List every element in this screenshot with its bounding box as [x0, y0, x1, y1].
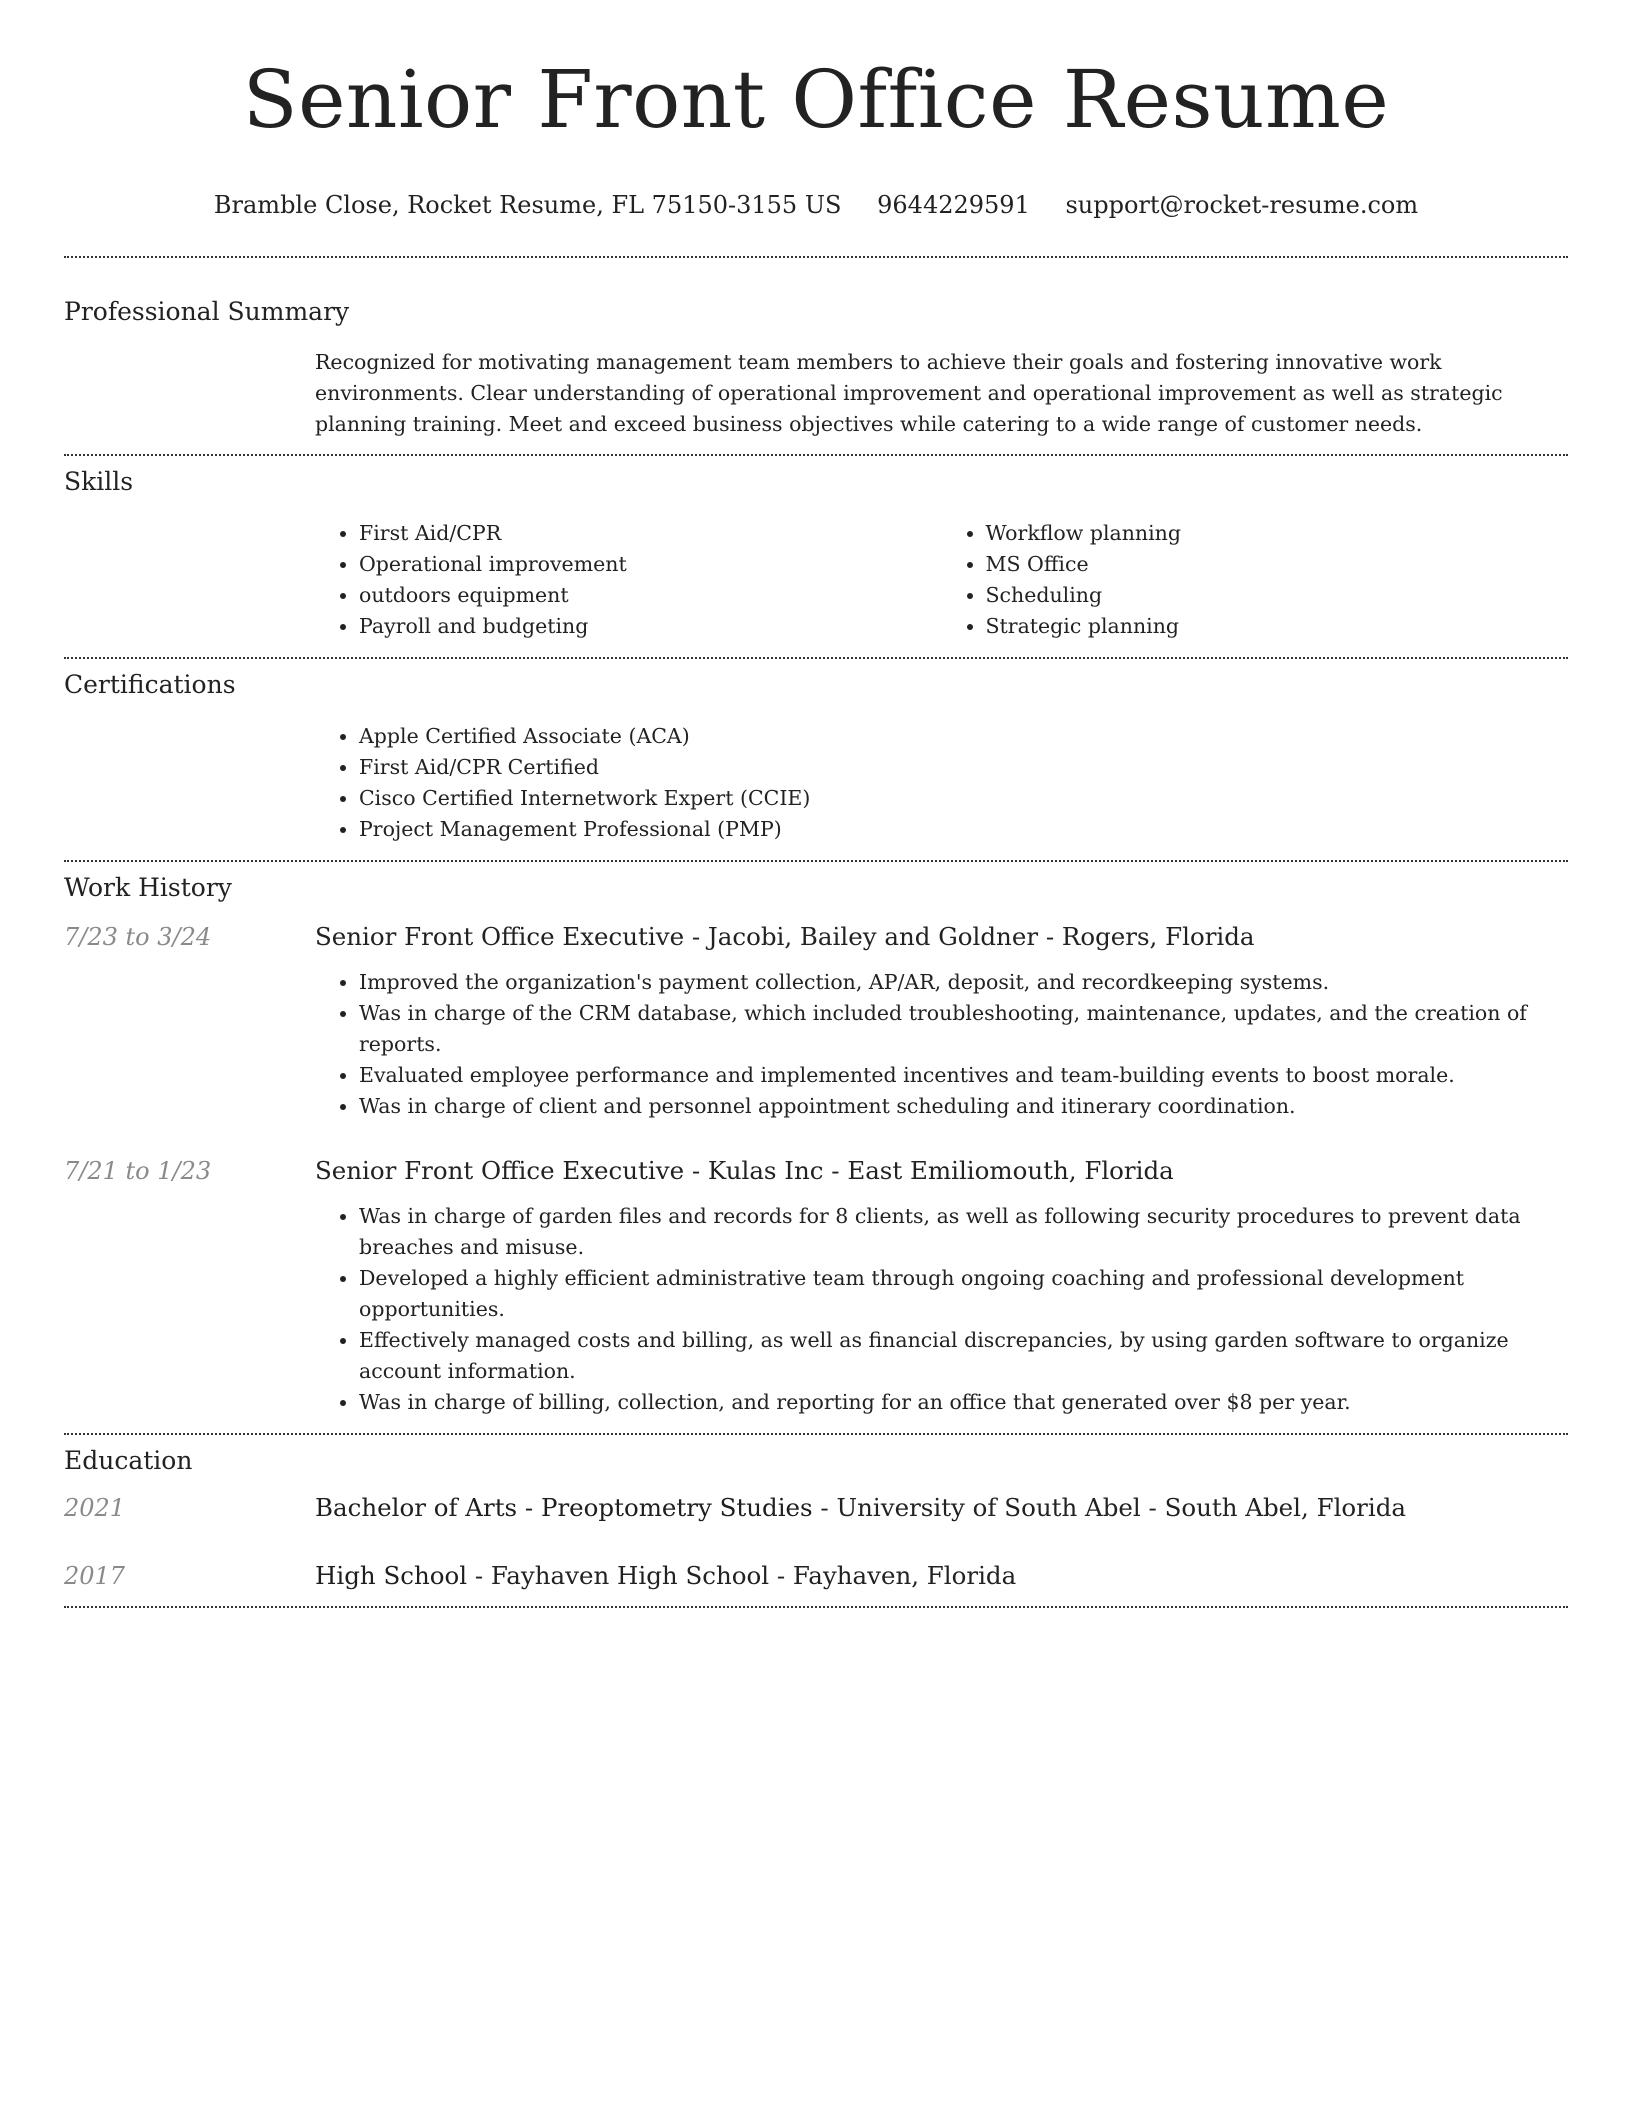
- summary-text: Recognized for motivating management team members to achieve their goals and fostering innovative work environments. Clear understanding of operational improvement and operational improvement as well as strategic planning training. Meet and exceed business objectives while catering to a wide range of customer needs.: [315, 350, 1503, 436]
- job-bullet: • Was in charge of client and personnel appointment scheduling and itinerary coordination.: [359, 1091, 1568, 1122]
- skill-item: • Payroll and budgeting: [359, 611, 942, 642]
- work-history-heading: Work History: [64, 873, 232, 902]
- certifications-block: [315, 721, 1568, 845]
- skill-item: • Strategic planning: [986, 611, 1569, 642]
- job-title: Senior Front Office Executive - Jacobi, Bailey and Goldner - Rogers, Florida: [315, 922, 1255, 951]
- resume-title: Senior Front Office Resume: [242, 53, 1390, 146]
- section-divider: [64, 1606, 1568, 1608]
- contact-line: [64, 190, 1568, 220]
- education-entry: [64, 1491, 1568, 1525]
- job-bullet: • Effectively managed costs and billing, as well as financial discrepancies, by using garden software to organize account information.: [359, 1325, 1568, 1387]
- education-degree: Bachelor of Arts - Preoptometry Studies: [315, 1493, 813, 1522]
- education-school: - University of South Abel - South Abel, Florida: [812, 1493, 1407, 1522]
- job-bullet: • Developed a highly efficient administrative team through ongoing coaching and professional development opportunities.: [359, 1263, 1568, 1325]
- section-divider: [64, 860, 1568, 862]
- certification-item: • Project Management Professional (PMP): [359, 814, 1568, 845]
- education-details: [315, 1491, 1568, 1525]
- skill-item: • First Aid/CPR: [359, 518, 942, 549]
- contact-address: Bramble Close, Rocket Resume, FL 75150-3155 US: [213, 191, 842, 219]
- job-bullet: • Was in charge of garden files and records for 8 clients, as well as following security procedures to prevent data breaches and misuse.: [359, 1201, 1568, 1263]
- job-dates: 7/21 to 1/23: [64, 1157, 212, 1185]
- section-divider: [64, 454, 1568, 456]
- skills-list-left: [315, 518, 942, 642]
- job-bullet: • Evaluated employee performance and implemented incentives and team-building events to boost morale.: [359, 1060, 1568, 1091]
- contact-email: support@rocket-resume.com: [1065, 191, 1419, 219]
- skill-item: • MS Office: [986, 549, 1569, 580]
- summary-heading: Professional Summary: [64, 297, 350, 326]
- job-dates: 7/23 to 3/24: [64, 923, 212, 951]
- section-divider: [64, 256, 1568, 258]
- skill-item: • Scheduling: [986, 580, 1569, 611]
- job-bullet: • Was in charge of the CRM database, which included troubleshooting, maintenance, updates, and the creation of reports.: [359, 998, 1568, 1060]
- section-divider: [64, 1433, 1568, 1435]
- education-details: [315, 1559, 1568, 1593]
- job-bullet: • Was in charge of billing, collection, and reporting for an office that generated over $8 per year.: [359, 1387, 1568, 1418]
- job-title: Senior Front Office Executive - Kulas Inc - East Emiliomouth, Florida: [315, 1156, 1174, 1185]
- job-entry: [64, 1154, 1568, 1418]
- job-bullets: [315, 1201, 1568, 1418]
- skill-item: • outdoors equipment: [359, 580, 942, 611]
- education-year: 2021: [64, 1494, 126, 1522]
- certification-item: • Apple Certified Associate (ACA): [359, 721, 1568, 752]
- certifications-heading: Certifications: [64, 670, 236, 699]
- education-year: 2017: [64, 1562, 126, 1590]
- section-divider: [64, 657, 1568, 659]
- contact-phone: 9644229591: [877, 191, 1030, 219]
- job-body: [315, 920, 1568, 1122]
- education-degree: High School: [315, 1561, 468, 1590]
- education-entry: [64, 1559, 1568, 1593]
- job-entry: [64, 920, 1568, 1122]
- skill-item: • Operational improvement: [359, 549, 942, 580]
- certifications-list: [315, 721, 1568, 845]
- skills-list-right: [942, 518, 1569, 642]
- education-heading: Education: [64, 1446, 193, 1475]
- education-school: - Fayhaven High School - Fayhaven, Florida: [467, 1561, 1017, 1590]
- job-body: [315, 1154, 1568, 1418]
- skill-item: • Workflow planning: [986, 518, 1569, 549]
- skills-heading: Skills: [64, 467, 134, 496]
- certification-item: • First Aid/CPR Certified: [359, 752, 1568, 783]
- job-bullets: [315, 967, 1568, 1122]
- job-bullet: • Improved the organization's payment collection, AP/AR, deposit, and recordkeeping systems.: [359, 967, 1568, 998]
- certification-item: • Cisco Certified Internetwork Expert (CCIE): [359, 783, 1568, 814]
- skills-grid: [315, 518, 1568, 642]
